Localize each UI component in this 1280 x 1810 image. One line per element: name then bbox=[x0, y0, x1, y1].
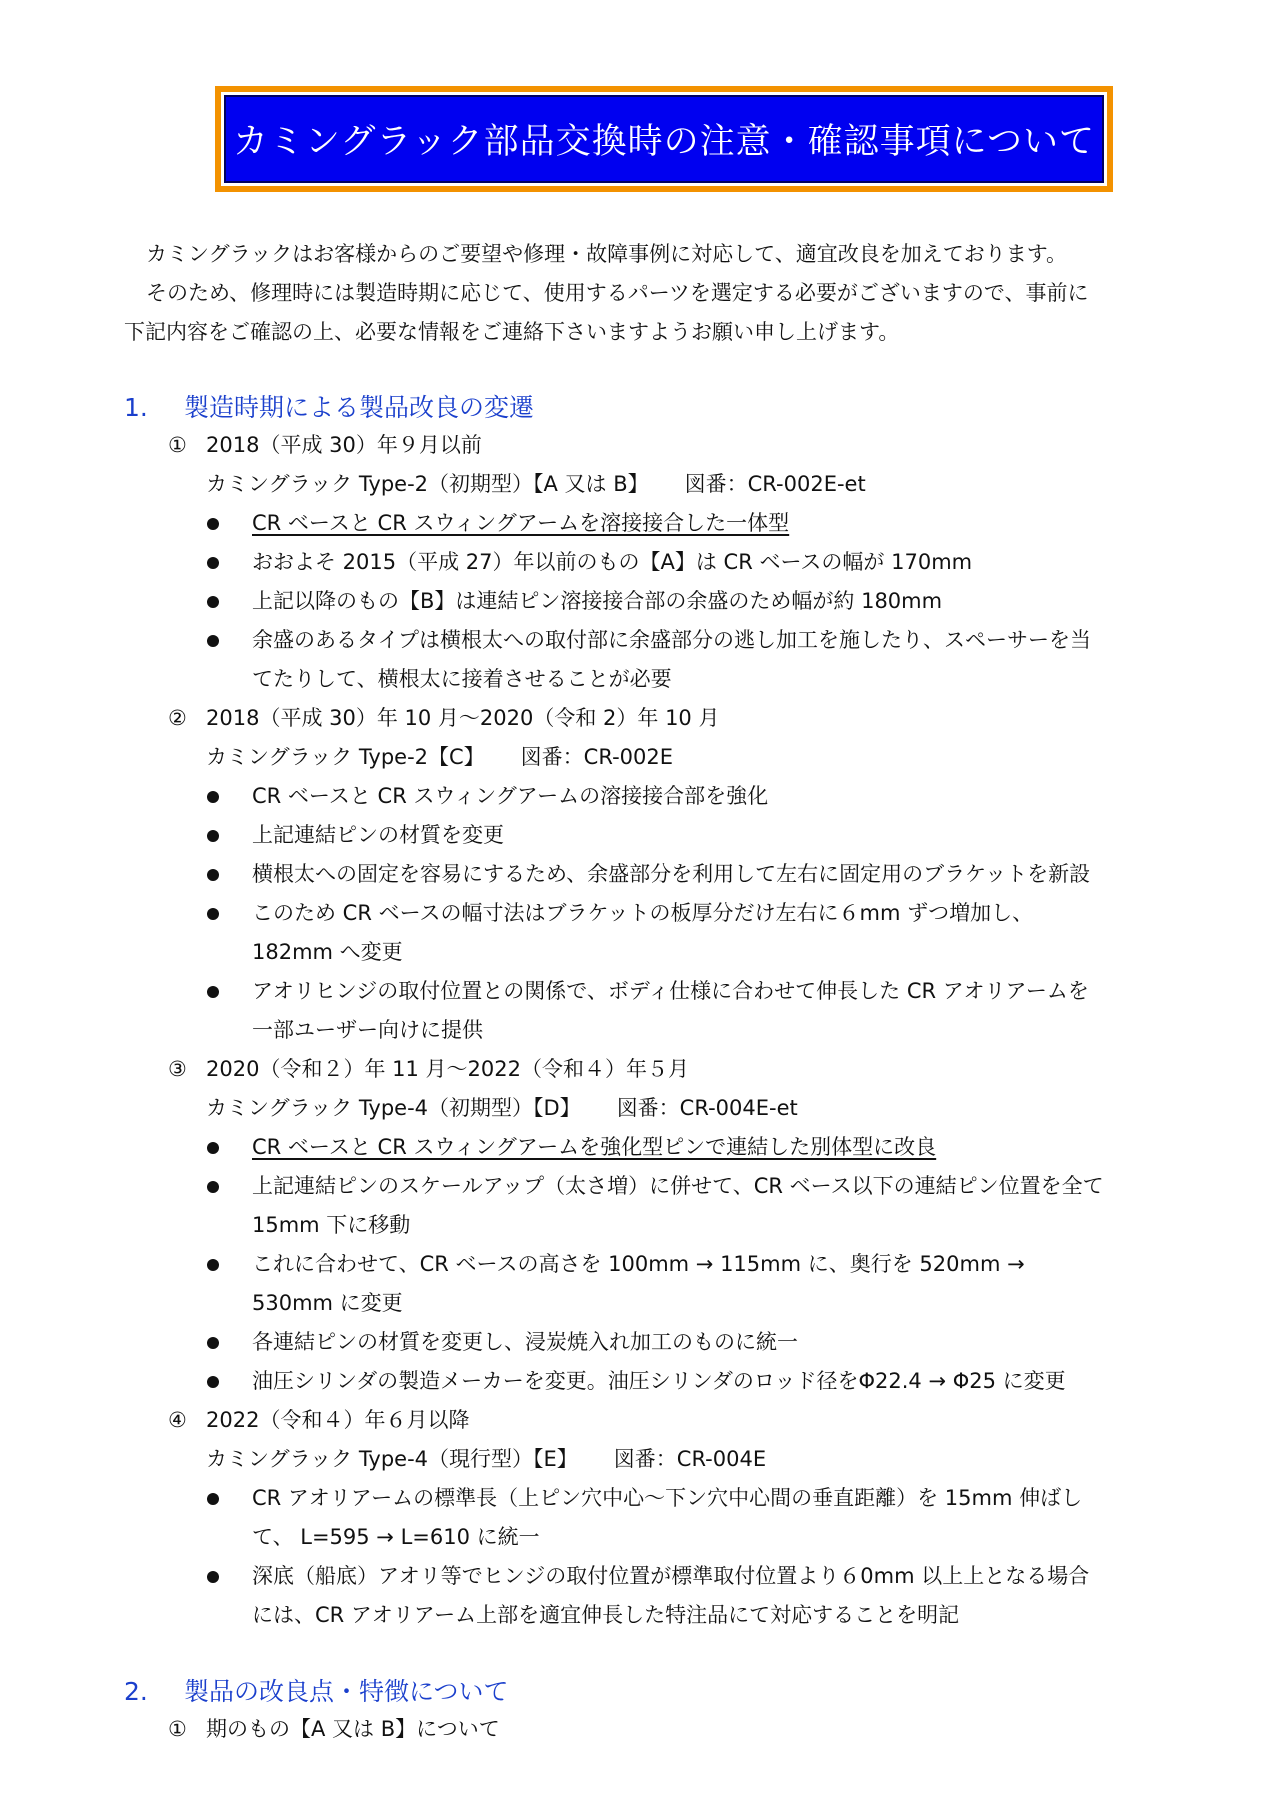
list-item-continuation: 15mm 下に移動 bbox=[252, 1213, 411, 1237]
period-text: 2022（令和４）年６月以降 bbox=[206, 1408, 470, 1432]
list-item-text: 各連結ピンの材質を変更し、浸炭焼入れ加工のものに統一 bbox=[252, 1330, 798, 1354]
circled-number: ④ bbox=[168, 1408, 187, 1432]
bullet-icon bbox=[207, 1376, 219, 1388]
section-number: 1. bbox=[124, 393, 148, 422]
list-item-continuation: 182mm へ変更 bbox=[252, 940, 403, 964]
section-number: 2. bbox=[124, 1677, 148, 1706]
list-item-text: CR ベースと CR スウィングアームを溶接接合した一体型 bbox=[252, 511, 790, 535]
list-item-text: 余盛のあるタイプは横根太への取付部に余盛部分の逃し加工を施したり、スペーサーを当 bbox=[252, 628, 1091, 652]
document-title: カミングラック部品交換時の注意・確認事項について bbox=[224, 95, 1104, 183]
bullet-icon bbox=[207, 518, 219, 530]
drawing-number: 図番：CR-002E bbox=[520, 745, 674, 769]
period-heading bbox=[0, 1401, 1280, 1440]
section-2-content bbox=[0, 1710, 1280, 1749]
bullet-icon bbox=[207, 908, 219, 920]
model-line bbox=[0, 738, 1280, 777]
drawing-number: 図番：CR-004E-et bbox=[616, 1096, 798, 1120]
period-text: 2018（平成 30）年 10 月～2020（令和 2）年 10 月 bbox=[206, 706, 720, 730]
list-item-text: 上記以降のもの【B】は連結ピン溶接接合部の余盛のため幅が約 180mm bbox=[252, 589, 943, 613]
title-frame bbox=[215, 86, 1113, 192]
section-2-heading bbox=[124, 1672, 509, 1708]
bullet-icon bbox=[207, 830, 219, 842]
list-item-text: 油圧シリンダの製造メーカーを変更。油圧シリンダのロッド径をΦ22.4 → Φ25 に変更 bbox=[252, 1369, 1066, 1393]
bullet-icon bbox=[207, 869, 219, 881]
list-item-continuation: には、CR アオリアーム上部を適宜伸長した特注品にて対応することを明記 bbox=[252, 1603, 960, 1627]
bullet-icon bbox=[207, 1337, 219, 1349]
list-item bbox=[0, 972, 1280, 1011]
list-item-text: CR ベースと CR スウィングアームの溶接接合部を強化 bbox=[252, 784, 769, 808]
bullet-icon bbox=[207, 1571, 219, 1583]
bullet-icon bbox=[207, 1493, 219, 1505]
circled-number: ③ bbox=[168, 1057, 187, 1081]
list-item-text: アオリヒンジの取付位置との関係で、ボディ仕様に合わせて伸長した CR アオリアームを bbox=[252, 979, 1089, 1003]
list-item bbox=[0, 1245, 1280, 1284]
drawing-number: 図番：CR-004E bbox=[613, 1447, 767, 1471]
bullet-icon bbox=[207, 557, 219, 569]
list-item bbox=[0, 543, 1280, 582]
list-item-text: CR ベースと CR スウィングアームを強化型ピンで連結した別体型に改良 bbox=[252, 1135, 937, 1159]
list-item bbox=[0, 504, 1280, 543]
list-item bbox=[0, 621, 1280, 660]
list-item-text: これに合わせて、CR ベースの高さを 100mm → 115mm に、奥行を 520mm → bbox=[252, 1252, 1025, 1276]
bullet-icon bbox=[207, 596, 219, 608]
section-title: 製造時期による製品改良の変遷 bbox=[184, 393, 535, 422]
list-item bbox=[0, 1362, 1280, 1401]
list-item-text: 深底（船底）アオリ等でヒンジの取付位置が標準取付位置より６0mm 以上上となる場合 bbox=[252, 1564, 1090, 1588]
bullet-icon bbox=[207, 791, 219, 803]
bullet-icon bbox=[207, 1142, 219, 1154]
list-item-continuation: て、 L=595 → L=610 に統一 bbox=[252, 1525, 540, 1549]
period-text: 期のもの【A 又は B】について bbox=[206, 1717, 500, 1741]
list-item bbox=[0, 1557, 1280, 1596]
circled-number: ② bbox=[168, 706, 187, 730]
list-item-continuation: てたりして、横根太に接着させることが必要 bbox=[252, 667, 672, 691]
list-item-text: 上記連結ピンのスケールアップ（太さ増）に併せて、CR ベース以下の連結ピン位置を全て bbox=[252, 1174, 1104, 1198]
model-line bbox=[0, 1440, 1280, 1479]
period-text: 2020（令和２）年 11 月～2022（令和４）年５月 bbox=[206, 1057, 689, 1081]
list-item bbox=[0, 894, 1280, 933]
period-text: 2018（平成 30）年９月以前 bbox=[206, 433, 482, 457]
list-item bbox=[0, 1479, 1280, 1518]
period-heading bbox=[0, 1710, 1280, 1749]
bullet-icon bbox=[207, 635, 219, 647]
list-item-text: おおよそ 2015（平成 27）年以前のもの【A】は CR ベースの幅が 170mm bbox=[252, 550, 973, 574]
list-item bbox=[0, 855, 1280, 894]
list-item bbox=[0, 816, 1280, 855]
list-item bbox=[0, 582, 1280, 621]
period-heading bbox=[0, 426, 1280, 465]
circled-number: ① bbox=[168, 1717, 187, 1741]
intro-line: そのため、修理時には製造時期に応じて、使用するパーツを選定する必要がございますので、事前に bbox=[146, 281, 1089, 305]
intro-line: 下記内容をご確認の上、必要な情報をご連絡下さいますようお願い申し上げます。 bbox=[124, 320, 900, 344]
section-1-content bbox=[0, 426, 1280, 1635]
bullet-icon bbox=[207, 1181, 219, 1193]
section-title: 製品の改良点・特徴について bbox=[184, 1677, 509, 1706]
list-item bbox=[0, 777, 1280, 816]
list-item-text: CR アオリアームの標準長（上ピン穴中心～下ン穴中心間の垂直距離）を 15mm 伸ばし bbox=[252, 1486, 1083, 1510]
bullet-icon bbox=[207, 986, 219, 998]
model-name: カミングラック Type-4（初期型）【D】 bbox=[206, 1096, 581, 1120]
period-heading bbox=[0, 1050, 1280, 1089]
list-item-text: 横根太への固定を容易にするため、余盛部分を利用して左右に固定用のブラケットを新設 bbox=[252, 862, 1091, 886]
list-item-text: 上記連結ピンの材質を変更 bbox=[252, 823, 504, 847]
list-item-continuation: 530mm に変更 bbox=[252, 1291, 403, 1315]
model-name: カミングラック Type-2（初期型）【A 又は B】 bbox=[206, 472, 649, 496]
list-item-text: このため CR ベースの幅寸法はブラケットの板厚分だけ左右に６mm ずつ増加し、 bbox=[252, 901, 1034, 925]
list-item bbox=[0, 1323, 1280, 1362]
drawing-number: 図番：CR-002E-et bbox=[684, 472, 866, 496]
model-line bbox=[0, 1089, 1280, 1128]
circled-number: ① bbox=[168, 433, 187, 457]
model-name: カミングラック Type-4（現行型）【E】 bbox=[206, 1447, 578, 1471]
intro-paragraph bbox=[124, 235, 1174, 352]
bullet-icon bbox=[207, 1259, 219, 1271]
list-item-continuation: 一部ユーザー向けに提供 bbox=[252, 1018, 483, 1042]
list-item bbox=[0, 1167, 1280, 1206]
intro-line: カミングラックはお客様からのご要望や修理・故障事例に対応して、適宜改良を加えております。 bbox=[146, 242, 1068, 266]
model-name: カミングラック Type-2【C】 bbox=[206, 745, 485, 769]
section-1-heading bbox=[124, 388, 534, 424]
period-heading bbox=[0, 699, 1280, 738]
model-line bbox=[0, 465, 1280, 504]
list-item bbox=[0, 1128, 1280, 1167]
